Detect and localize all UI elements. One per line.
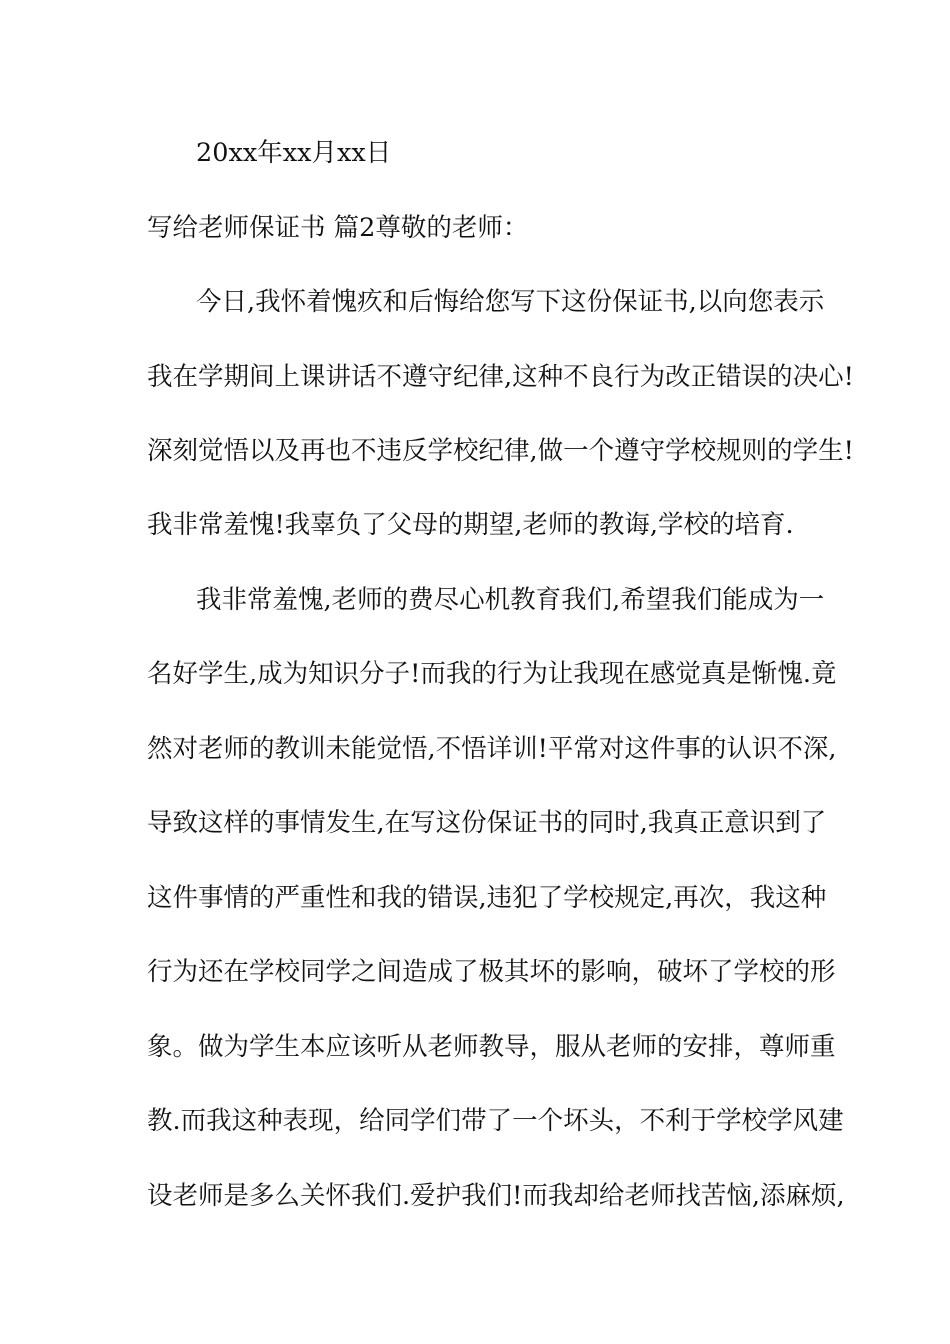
paragraph-line: 我非常羞愧,老师的费尽心机教育我们,希望我们能成为一: [196, 585, 825, 615]
letter-heading: 写给老师保证书 篇2尊敬的老师：: [147, 213, 529, 243]
paragraph-line: 然对老师的教训未能觉悟,不悟详训!平常对这件事的认识不深,: [147, 734, 837, 764]
paragraph-line: 深刻觉悟以及再也不违反学校纪律,做一个遵守学校规则的学生!: [147, 436, 854, 466]
paragraph-line: 教.而我这种表现，给同学们带了一个坏头，不利于学校学风建: [147, 1106, 844, 1136]
paragraph-line: 我非常羞愧!我辜负了父母的期望,老师的教诲,学校的培育.: [147, 510, 794, 540]
paragraph-line: 这件事情的严重性和我的错误,违犯了学校规定,再次，我这种: [147, 883, 827, 913]
paragraph-line: 导致这样的事情发生,在写这份保证书的同时,我真正意识到了: [147, 808, 827, 838]
paragraph-line: 今日,我怀着愧疚和后悔给您写下这份保证书,以向您表示: [196, 287, 825, 317]
date-line: 20xx年xx月xx日: [196, 138, 392, 168]
paragraph-line: 行为还在学校同学之间造成了极其坏的影响，破坏了学校的形: [147, 957, 836, 987]
paragraph-line: 我在学期间上课讲话不遵守纪律,这种不良行为改正错误的决心!: [147, 362, 854, 392]
paragraph-line: 名好学生,成为知识分子!而我的行为让我现在感觉真是惭愧.竟: [147, 659, 837, 689]
paragraph-line: 象。做为学生本应该听从老师教导，服从老师的安排，尊师重: [147, 1032, 836, 1062]
paragraph-line: 设老师是多么关怀我们.爱护我们!而我却给老师找苦恼,添麻烦,: [147, 1181, 845, 1211]
